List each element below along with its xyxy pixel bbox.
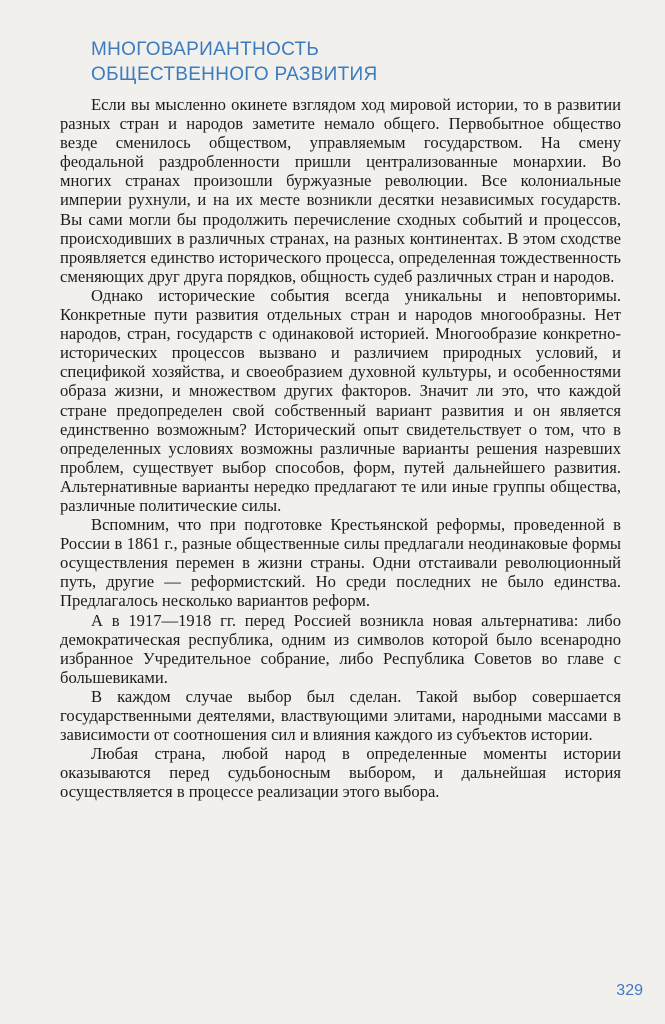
section-heading-line-2: ОБЩЕСТВЕННОГО РАЗВИТИЯ — [91, 64, 378, 85]
paragraph-3: Вспомним, что при подготовке Крестьянской реформы, проведенной в России в 1861 г., разные общественные силы предлагали неодинаковые формы осуществления перемен в жизни страны. Одни отстаивали революционный путь, другие — реформистский. Но среди последних не было единства. Предлагалось несколько вариантов реформ. — [60, 515, 621, 611]
paragraph-1: Если вы мысленно окинете взглядом ход мировой истории, то в развитии разных стран и народов заметите немало общего. Первобытное общество везде сменилось обществом, управляемым государством. На смену феодальной раздробленности пришли централизованные монархии. Во многих странах произошли буржуазные революции. Все колониальные империи рухнули, и на их месте возникли десятки независимых государств. Вы сами могли бы продолжить перечисление сходных событий и процессов, происходивших в различных странах, на разных континентах. В этом сходстве проявляется единство исторического процесса, определенная тождественность сменяющих друг друга порядков, общность судеб различных стран и народов. — [60, 95, 621, 286]
section-heading-line-1: МНОГОВАРИАНТНОСТЬ — [91, 39, 320, 60]
paragraph-5: В каждом случае выбор был сделан. Такой выбор совершается государственными деятелями, властвующими элитами, народными массами в зависимости от соотношения сил и влияния каждого из субъектов истории. — [60, 686, 621, 745]
paragraph-4: А в 1917—1918 гг. перед Россией возникла новая альтернатива: либо демократическая республика, одним из символов которой было всенародно избранное Учредительное собрание, либо Республика Советов во главе с большевиками. — [60, 610, 621, 687]
paragraph-6: Любая страна, любой народ в определенные моменты истории оказываются перед судьбоносным выбором, и дальнейшая история осуществляется в процессе реализации этого выбора. — [60, 744, 621, 802]
page-number: 329 — [616, 982, 643, 999]
paragraph-2: Однако исторические события всегда уникальны и неповторимы. Конкретные пути развития отдельных стран и народов многообразны. Нет народов, стран, государств с одинаковой историей. Многообразие конкретно-исторических процессов вызвано и различием природных условий, и спецификой хозяйства, и своеобразием духовной культуры, и особенностями образа жизни, и множеством других факторов. Значит ли это, что каждой стране предопределен свой собственный вариант развития и он является единственно возможным? Исторический опыт свидетельствует о том, что в определенных условиях возможны различные варианты решения назревших проблем, существует выбор способов, форм, путей дальнейшего развития. Альтернативные варианты нередко предлагают те или иные группы общества, различные политические силы. — [60, 285, 621, 515]
body-text — [60, 95, 621, 801]
section-heading — [91, 37, 571, 87]
